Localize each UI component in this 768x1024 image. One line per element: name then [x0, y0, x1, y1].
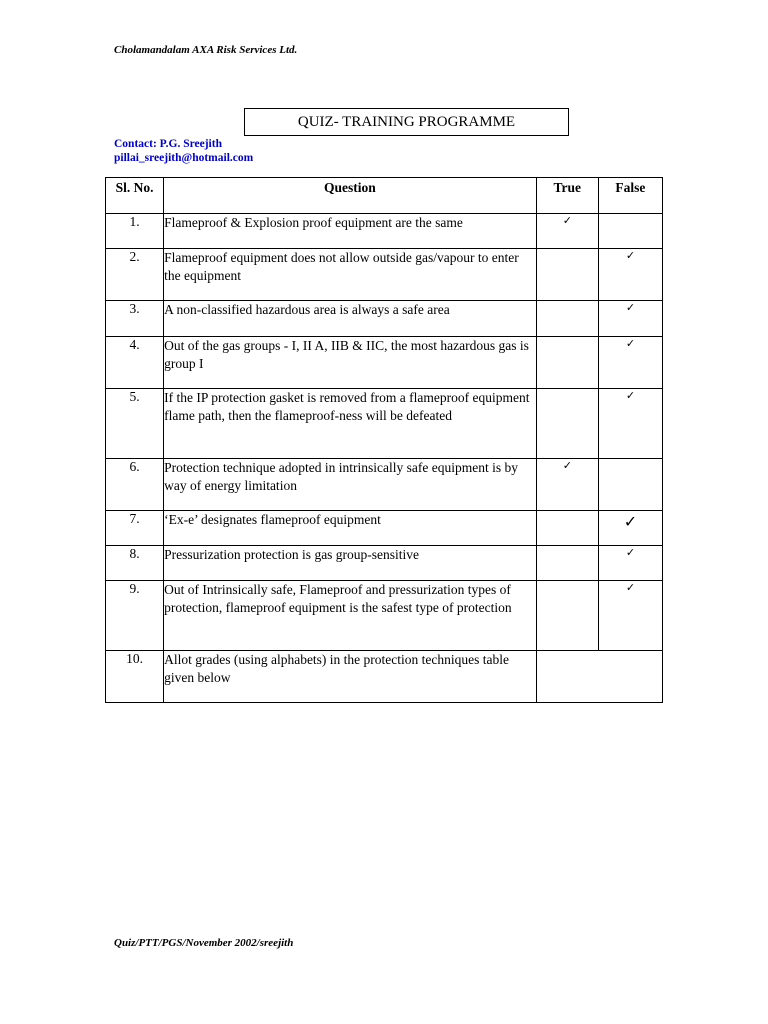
row-true-check — [536, 581, 598, 651]
row-true-check — [536, 511, 598, 546]
row-question: Out of the gas groups - I, II A, IIB & IIC, the most hazardous gas is group I — [164, 337, 537, 389]
row-true-check — [536, 337, 598, 389]
row-true-check — [536, 301, 598, 337]
row-answer-merged — [536, 651, 662, 703]
row-sl-no: 9. — [106, 581, 164, 651]
table-row — [106, 249, 663, 301]
table-row — [106, 511, 663, 546]
table-row — [106, 389, 663, 459]
row-true-check: ✓ — [536, 459, 598, 511]
row-false-check: ✓ — [598, 249, 662, 301]
row-false-check: ✓ — [598, 301, 662, 337]
row-true-check — [536, 546, 598, 581]
table-row — [106, 459, 663, 511]
row-true-check: ✓ — [536, 214, 598, 249]
row-question: Protection technique adopted in intrinsically safe equipment is by way of energy limitation — [164, 459, 537, 511]
row-false-check: ✓ — [598, 389, 662, 459]
row-sl-no: 3. — [106, 301, 164, 337]
row-question: ‘Ex-e’ designates flameproof equipment — [164, 511, 537, 546]
quiz-table — [105, 177, 663, 703]
table-header-row — [106, 178, 663, 214]
row-question: Flameproof equipment does not allow outside gas/vapour to enter the equipment — [164, 249, 537, 301]
row-question: Allot grades (using alphabets) in the protection techniques table given below — [164, 651, 537, 703]
row-question: Flameproof & Explosion proof equipment are the same — [164, 214, 537, 249]
row-false-check — [598, 459, 662, 511]
company-header: Cholamandalam AXA Risk Services Ltd. — [114, 44, 298, 56]
row-sl-no: 1. — [106, 214, 164, 249]
row-question: A non-classified hazardous area is always a safe area — [164, 301, 537, 337]
table-row — [106, 214, 663, 249]
table-row — [106, 337, 663, 389]
row-false-check: ✓ — [598, 546, 662, 581]
row-false-check: ✓ — [598, 511, 662, 546]
table-row — [106, 651, 663, 703]
row-sl-no: 8. — [106, 546, 164, 581]
row-sl-no: 7. — [106, 511, 164, 546]
row-question: If the IP protection gasket is removed from a flameproof equipment flame path, then the flameproof-ness will be defeated — [164, 389, 537, 459]
row-sl-no: 2. — [106, 249, 164, 301]
row-true-check — [536, 249, 598, 301]
row-question: Pressurization protection is gas group-sensitive — [164, 546, 537, 581]
header-true: True — [536, 178, 598, 214]
row-true-check — [536, 389, 598, 459]
row-sl-no: 5. — [106, 389, 164, 459]
row-question: Out of Intrinsically safe, Flameproof and pressurization types of protection, flameproof equipment is the safest type of protection — [164, 581, 537, 651]
table-row — [106, 581, 663, 651]
header-sl-no: Sl. No. — [106, 178, 164, 214]
row-false-check — [598, 214, 662, 249]
table-row — [106, 301, 663, 337]
table-row — [106, 546, 663, 581]
row-false-check: ✓ — [598, 337, 662, 389]
row-sl-no: 6. — [106, 459, 164, 511]
contact-email: pillai_sreejith@hotmail.com — [114, 152, 254, 164]
document-footer: Quiz/PTT/PGS/November 2002/sreejith — [114, 937, 294, 949]
row-sl-no: 10. — [106, 651, 164, 703]
quiz-title: QUIZ- TRAINING PROGRAMME — [244, 108, 569, 136]
row-false-check: ✓ — [598, 581, 662, 651]
row-sl-no: 4. — [106, 337, 164, 389]
header-false: False — [598, 178, 662, 214]
contact-name: Contact: P.G. Sreejith — [114, 138, 222, 150]
header-question: Question — [164, 178, 537, 214]
contact-block — [114, 137, 253, 165]
